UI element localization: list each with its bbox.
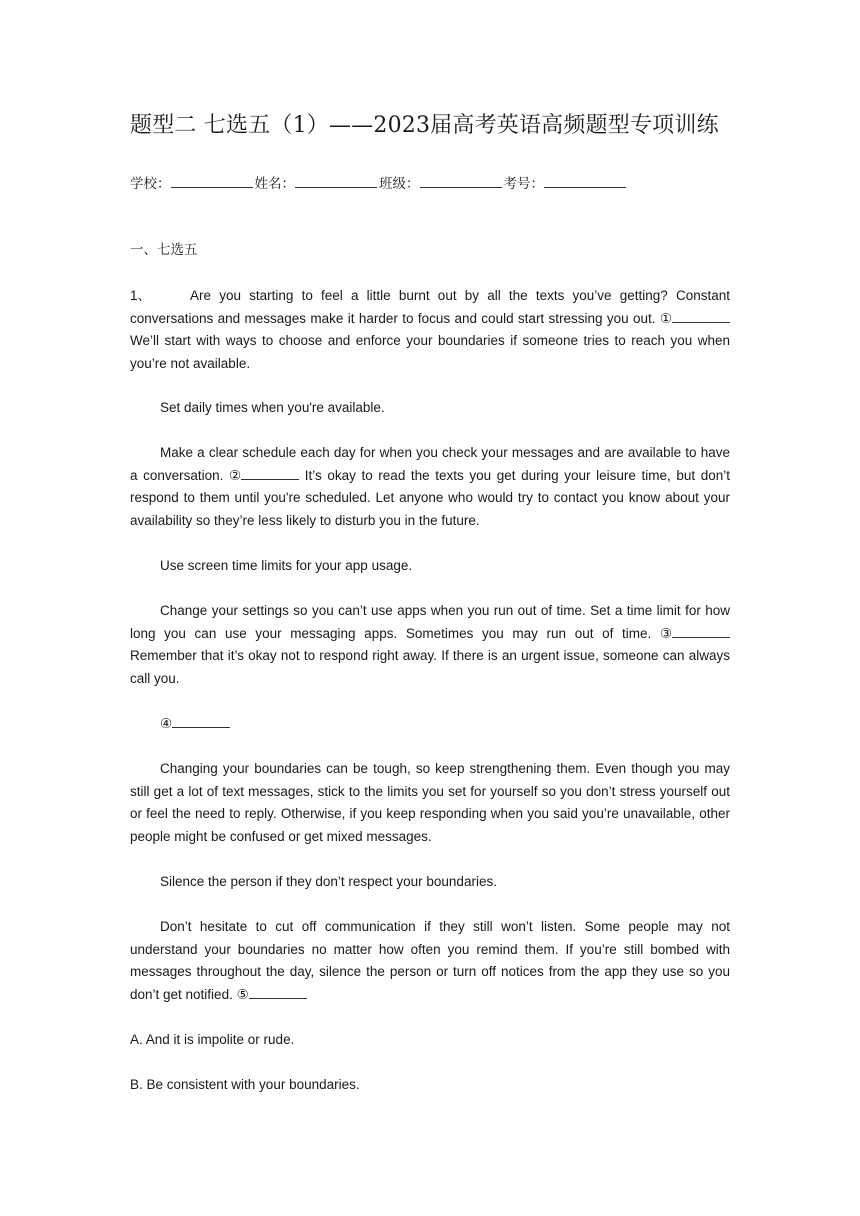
student-info-row xyxy=(130,173,628,194)
intro-after-text: We’ll start with ways to choose and enforce your boundaries if someone tries to reach you when you’re not available. xyxy=(130,333,730,371)
blank-4-marker: ④ xyxy=(160,716,173,731)
option-b: B. Be consistent with your boundaries. xyxy=(130,1077,360,1092)
school-blank[interactable] xyxy=(171,173,253,188)
section-heading: 一、七选五 xyxy=(130,242,198,257)
paragraph-2-before: Change your settings so you can’t use apps when you run out of time. Set a time limit for how long you can use your messaging apps. Sometimes you may run out of time. xyxy=(130,603,730,641)
blank-1-marker: ① xyxy=(659,310,672,326)
class-blank[interactable] xyxy=(420,173,502,188)
paragraph-1-after: It’s okay to read the texts you get during your leisure time, but don’t respond to them until you're scheduled. Let anyone who would try to contact you know about your availability so they’re less likely to disturb you in the future. xyxy=(130,467,730,528)
paragraph-3: Changing your boundaries can be tough, so keep strengthening them. Even though you may still get a lot of text messages, stick to the limits you set for yourself so you don’t stress yourself out or feel the need to reply. Otherwise, if you keep responding when you said you’re unavailable, other people might be confused or get mixed messages. xyxy=(130,761,730,844)
question-number: 1、 xyxy=(130,288,152,303)
paragraph-2-after: Remember that it’s okay not to respond right away. If there is an urgent issue, someone can always call you. xyxy=(130,648,730,686)
class-label: 班级： xyxy=(379,176,420,191)
blank-1[interactable] xyxy=(672,308,730,323)
paragraph-4-before: Don’t hesitate to cut off communication if they still won’t listen. Some people may not understand your boundaries no matter how often you remind them. If you’re still bombed with messages throughout the day, silence the person or turn off notices from the app they use so you don’t get notified. xyxy=(130,919,730,1002)
paragraph-2 xyxy=(130,600,730,690)
name-blank[interactable] xyxy=(295,173,377,188)
subheading-3: Silence the person if they don’t respect your boundaries. xyxy=(160,874,497,889)
exam-number-label: 考号： xyxy=(503,176,544,191)
question-intro-paragraph xyxy=(130,285,730,375)
subheading-4-blank xyxy=(130,713,730,736)
paragraph-1-before: Make a clear schedule each day for when you check your messages and are available to have a conversation. xyxy=(130,445,730,483)
intro-text: Are you starting to feel a little burnt out by all the texts you’ve getting? Constant conversations and messages make it harder to focus and could start stressing you out. xyxy=(130,288,730,326)
paragraph-4 xyxy=(130,916,730,1006)
name-label: 姓名： xyxy=(254,176,295,191)
blank-3-marker: ③ xyxy=(659,625,672,641)
school-label: 学校： xyxy=(130,176,171,191)
paragraph-1 xyxy=(130,442,730,532)
subheading-2: Use screen time limits for your app usage. xyxy=(160,558,413,573)
blank-5[interactable] xyxy=(249,984,307,999)
exam-number-blank[interactable] xyxy=(544,173,626,188)
option-a: A. And it is impolite or rude. xyxy=(130,1032,295,1047)
blank-2-marker: ② xyxy=(229,467,242,483)
blank-3[interactable] xyxy=(672,623,730,638)
document-title: 题型二 七选五（1）——2023届高考英语高频题型专项训练 xyxy=(130,113,719,138)
subheading-1: Set daily times when you're available. xyxy=(160,400,385,415)
blank-2[interactable] xyxy=(241,465,299,480)
blank-4[interactable] xyxy=(172,713,230,728)
blank-5-marker: ⑤ xyxy=(236,986,249,1002)
